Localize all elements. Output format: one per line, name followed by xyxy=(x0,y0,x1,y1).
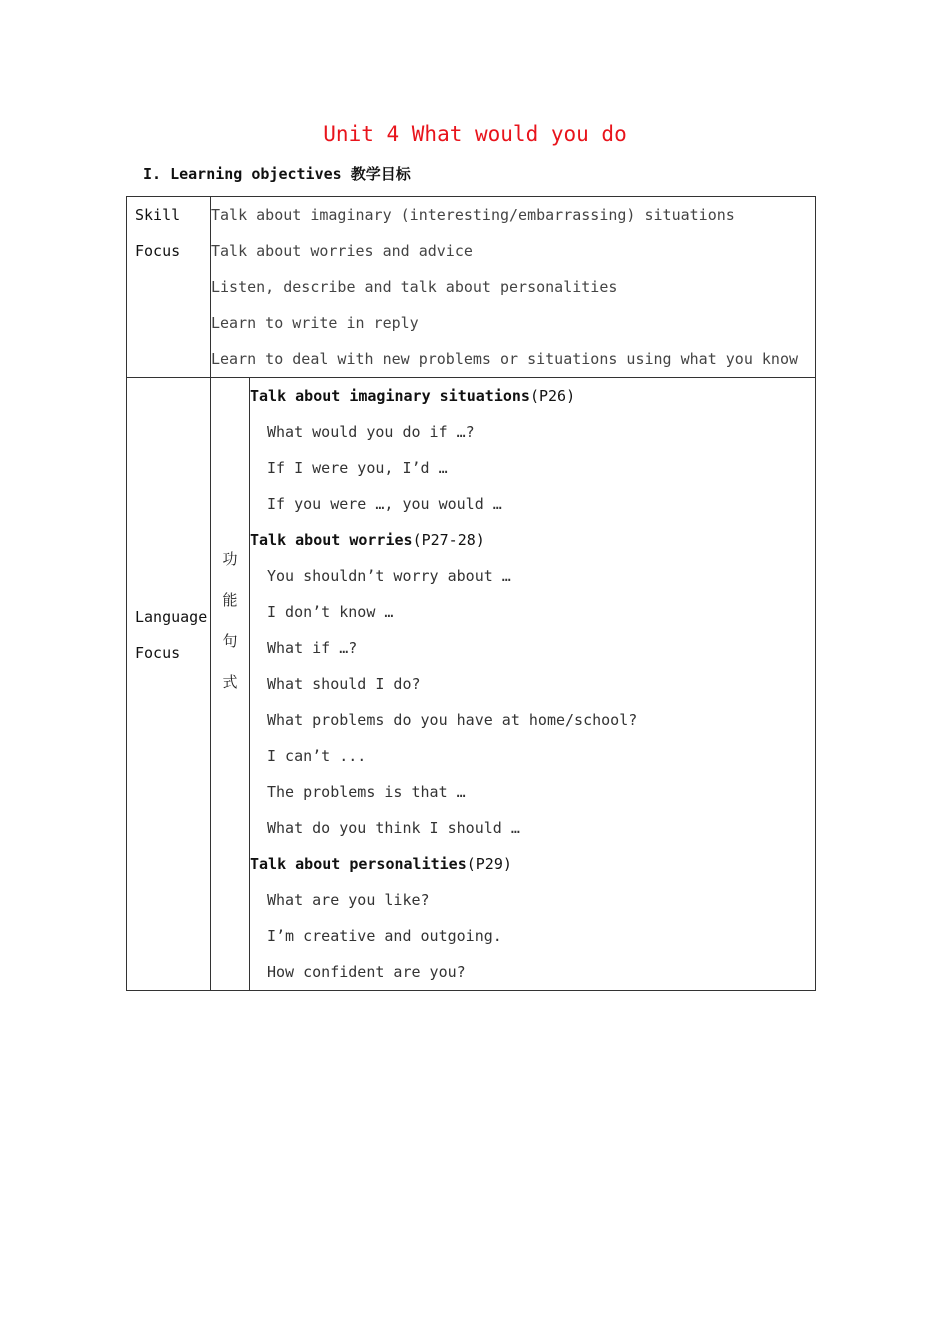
section-heading: I. Learning objectives 教学目标 xyxy=(143,165,411,183)
function-sentences-cell xyxy=(211,378,250,991)
skill-item: Listen, describe and talk about personalities xyxy=(211,278,618,296)
sentence-item: What are you like? xyxy=(267,891,430,909)
group-heading: Talk about imaginary situations(P26) xyxy=(250,387,576,405)
sentence-item: I don’t know … xyxy=(267,603,394,621)
skill-focus-list xyxy=(211,197,816,378)
sentence-item: You shouldn’t worry about … xyxy=(267,567,511,585)
skill-focus-row xyxy=(127,197,816,378)
sentence-item: I can’t ... xyxy=(267,747,367,765)
group-heading: Talk about worries(P27-28) xyxy=(250,531,485,549)
language-focus-row xyxy=(127,378,816,991)
sentence-item: What if …? xyxy=(267,639,358,657)
sentence-item: What do you think I should … xyxy=(267,819,520,837)
sentence-item: If I were you, I’d … xyxy=(267,459,448,477)
function-sentences-vertical-label: 功 能 句 式 xyxy=(222,550,238,691)
sentence-item: What should I do? xyxy=(267,675,421,693)
skill-item: Learn to deal with new problems or situations using what you know xyxy=(211,350,798,368)
objectives-table xyxy=(126,196,816,991)
language-focus-label-cell xyxy=(127,378,211,991)
language-focus-label: Language Focus xyxy=(135,608,208,662)
skill-item: Talk about worries and advice xyxy=(211,242,473,260)
skill-item: Talk about imaginary (interesting/embarrassing) situations xyxy=(211,206,735,224)
sentence-item: How confident are you? xyxy=(267,963,466,981)
document-title: Unit 4 What would you do xyxy=(323,122,627,146)
skill-item: Learn to write in reply xyxy=(211,314,419,332)
skill-focus-label: Skill Focus xyxy=(135,206,181,260)
group-heading: Talk about personalities(P29) xyxy=(250,855,512,873)
skill-focus-label-cell xyxy=(127,197,211,378)
language-focus-list xyxy=(250,378,816,991)
sentence-item: I’m creative and outgoing. xyxy=(267,927,502,945)
sentence-item: What problems do you have at home/school? xyxy=(267,711,638,729)
sentence-item: The problems is that … xyxy=(267,783,466,801)
sentence-item: If you were …, you would … xyxy=(267,495,502,513)
sentence-item: What would you do if …? xyxy=(267,423,475,441)
